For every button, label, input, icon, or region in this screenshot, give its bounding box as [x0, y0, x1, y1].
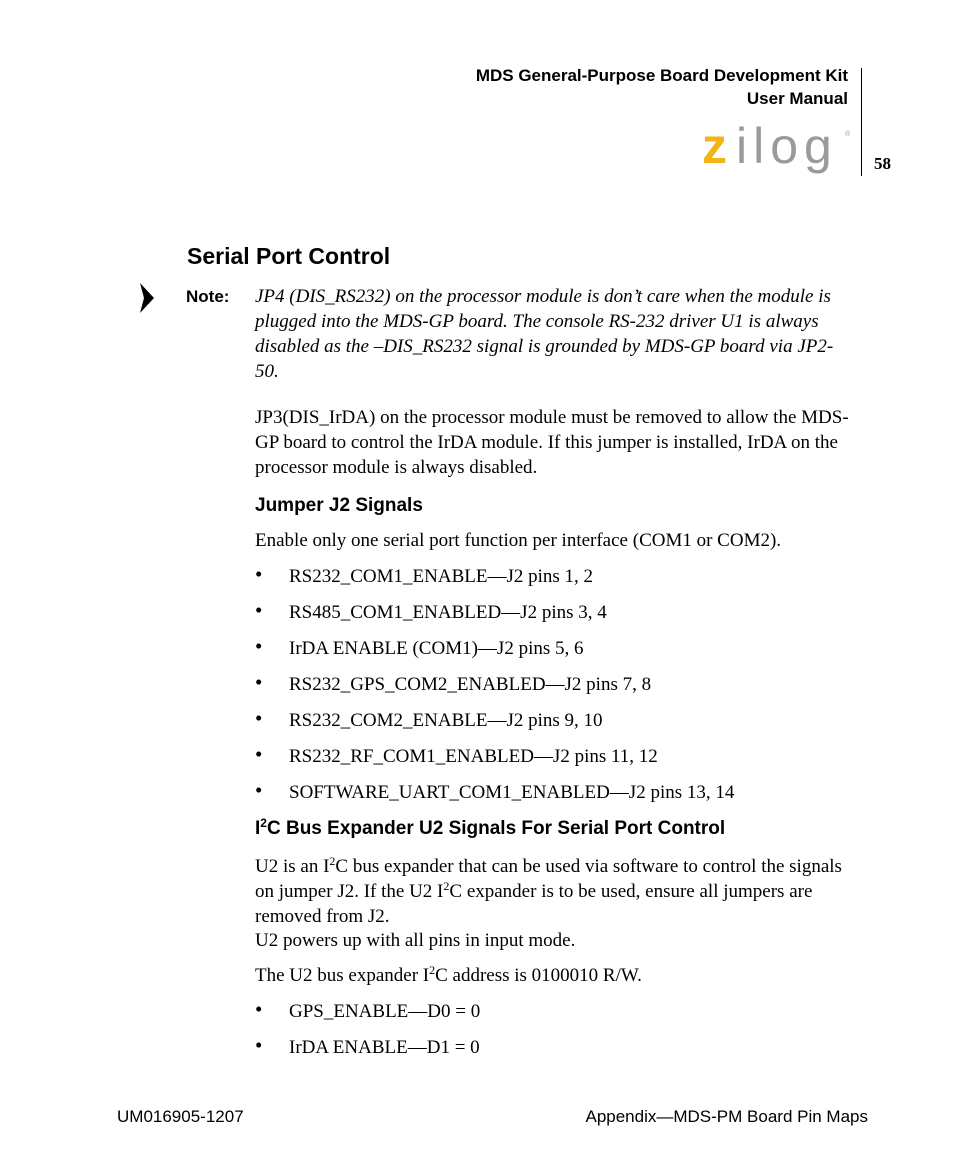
- document-title: MDS General-Purpose Board Development Kit: [475, 66, 848, 85]
- note-label: Note:: [186, 287, 230, 306]
- list-item-text: RS232_COM2_ENABLE—J2 pins 9, 10: [289, 710, 603, 731]
- section-title: Serial Port Control: [187, 243, 391, 269]
- document-header: [476, 64, 848, 110]
- document-subtitle: User Manual: [746, 89, 848, 108]
- list-item-text: IrDA ENABLE (COM1)—J2 pins 5, 6: [289, 638, 584, 659]
- jp3-paragraph: JP3(DIS_IrDA) on the processor module must be removed to allow the MDS-GP board to control the IrDA module. If this jumper is installed, IrDA on the processor module is always disabled.: [255, 407, 849, 478]
- i2c-powerup-text: U2 powers up with all pins in input mode.: [255, 930, 576, 951]
- zilog-logo: [702, 121, 854, 179]
- note-arrow-icon: [138, 283, 156, 313]
- i2c-paragraph: U2 is an $I^2C$ bus expander that can be used via software to control the signals on jumper J2. If the U2 $I^2C$ expander is to be used, ensure all jumpers are removed from J2.: [255, 854, 842, 927]
- list-item-text: RS485_COM1_ENABLED—J2 pins 3, 4: [289, 602, 607, 623]
- list-item-text: RS232_RF_COM1_ENABLED—J2 pins 11, 12: [289, 746, 658, 767]
- bullet-icon: •: [255, 742, 263, 766]
- svg-text:z: z: [702, 121, 727, 174]
- list-item-text: RS232_GPS_COM2_ENABLED—J2 pins 7, 8: [289, 674, 652, 695]
- list-item-text: SOFTWARE_UART_COM1_ENABLED—J2 pins 13, 14: [289, 782, 735, 803]
- jumper-intro: Enable only one serial port function per interface (COM1 or COM2).: [255, 530, 782, 551]
- bullet-icon: •: [255, 997, 263, 1021]
- bullet-icon: •: [255, 634, 263, 658]
- bullet-icon: •: [255, 706, 263, 730]
- footer-section-name: Appendix—MDS-PM Board Pin Maps: [585, 1107, 868, 1126]
- page-number: 58: [874, 154, 891, 173]
- bullet-icon: •: [255, 598, 263, 622]
- jumper-heading: Jumper J2 Signals: [255, 495, 423, 516]
- list-item-text: GPS_ENABLE—D0 = 0: [289, 1001, 481, 1022]
- note-text: JP4 (DIS_RS232) on the processor module is don’t care when the module is plugged into the MDS-GP board. The console RS-232 driver U1 is always disabled as the –DIS_RS232 signal is grounded by MDS-GP board via JP2-50.: [255, 286, 834, 382]
- footer-doc-id: UM016905-1207: [117, 1107, 244, 1126]
- bullet-icon: •: [255, 562, 263, 586]
- bullet-icon: •: [255, 1033, 263, 1057]
- svg-text:ilog: ilog: [736, 121, 838, 174]
- list-item-text: IrDA ENABLE—D1 = 0: [289, 1037, 480, 1058]
- i2c-heading: $I^2C$ Bus Expander U2 Signals For Serial Port Control: [255, 816, 726, 839]
- list-item-text: RS232_COM1_ENABLE—J2 pins 1, 2: [289, 566, 594, 587]
- bullet-icon: •: [255, 778, 263, 802]
- i2c-address-text: The U2 bus expander $I^2C$ address is 0100010 R/W.: [255, 963, 642, 986]
- svg-text:®: ®: [845, 131, 851, 138]
- bullet-icon: •: [255, 670, 263, 694]
- header-divider: [861, 68, 862, 176]
